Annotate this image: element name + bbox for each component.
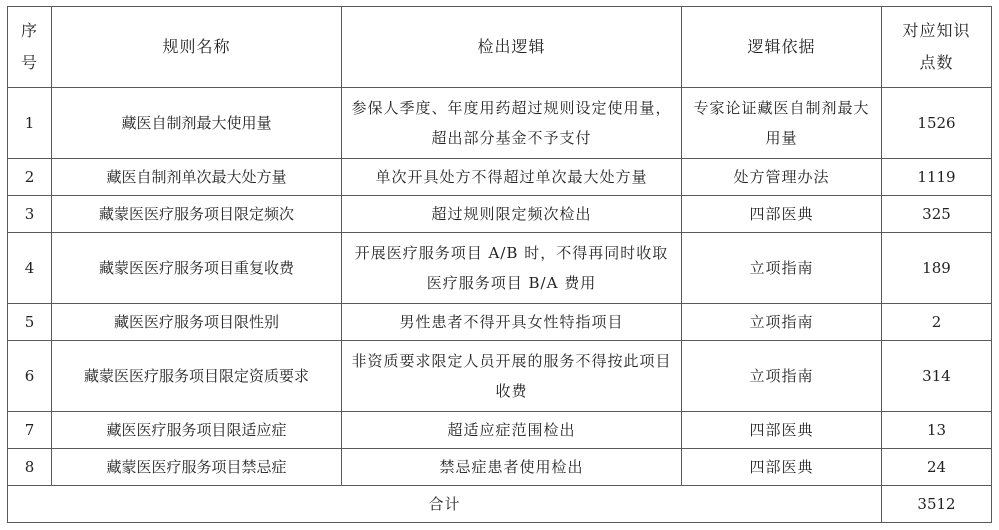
rule-name: 藏医医疗服务项目限性别 (52, 304, 342, 341)
rule-name: 藏医自制剂单次最大处方量 (52, 159, 342, 196)
row-number: 5 (8, 304, 52, 341)
rule-logic: 禁忌症患者使用检出 (342, 449, 682, 486)
knowledge-count: 1119 (882, 159, 992, 196)
table-row (8, 196, 992, 233)
header-seq-bottom: 号 (20, 53, 38, 72)
knowledge-count: 24 (882, 449, 992, 486)
header-count-top: 对应知识 (902, 21, 971, 40)
rule-name: 藏蒙医医疗服务项目限定频次 (52, 196, 342, 233)
rule-logic: 非资质要求限定人员开展的服务不得按此项目收费 (342, 341, 682, 412)
row-number: 3 (8, 196, 52, 233)
rule-basis: 立项指南 (682, 304, 882, 341)
rules-table (7, 6, 992, 523)
header-count (882, 7, 992, 88)
rule-name: 藏医自制剂最大使用量 (52, 88, 342, 159)
rule-basis: 四部医典 (682, 449, 882, 486)
header-row (8, 7, 992, 88)
rule-basis: 处方管理办法 (682, 159, 882, 196)
header-seq-top: 序 (20, 21, 38, 40)
rule-basis: 专家论证藏医自制剂最大用量 (682, 88, 882, 159)
table-row (8, 304, 992, 341)
rule-name: 藏医医疗服务项目限适应症 (52, 412, 342, 449)
knowledge-count: 1526 (882, 88, 992, 159)
total-label: 合计 (8, 486, 882, 523)
table-row (8, 449, 992, 486)
rule-logic: 男性患者不得开具女性特指项目 (342, 304, 682, 341)
total-row (8, 486, 992, 523)
header-count-bottom: 点数 (919, 53, 954, 72)
header-seq (8, 7, 52, 88)
rule-logic: 参保人季度、年度用药超过规则设定使用量，超出部分基金不予支付 (342, 88, 682, 159)
table-row (8, 88, 992, 159)
knowledge-count: 325 (882, 196, 992, 233)
rule-basis: 四部医典 (682, 196, 882, 233)
row-number: 2 (8, 159, 52, 196)
row-number: 6 (8, 341, 52, 412)
rule-logic: 开展医疗服务项目 A/B 时，不得再同时收取医疗服务项目 B/A 费用 (342, 233, 682, 304)
rule-basis: 四部医典 (682, 412, 882, 449)
table-row (8, 233, 992, 304)
knowledge-count: 314 (882, 341, 992, 412)
rule-name: 藏蒙医医疗服务项目重复收费 (52, 233, 342, 304)
row-number: 8 (8, 449, 52, 486)
row-number: 4 (8, 233, 52, 304)
rule-logic: 超适应症范围检出 (342, 412, 682, 449)
header-logic: 检出逻辑 (342, 7, 682, 88)
rule-name: 藏蒙医医疗服务项目限定资质要求 (52, 341, 342, 412)
knowledge-count: 13 (882, 412, 992, 449)
row-number: 1 (8, 88, 52, 159)
row-number: 7 (8, 412, 52, 449)
rule-basis: 立项指南 (682, 233, 882, 304)
rule-name: 藏蒙医医疗服务项目禁忌症 (52, 449, 342, 486)
rule-logic: 单次开具处方不得超过单次最大处方量 (342, 159, 682, 196)
total-count: 3512 (882, 486, 992, 523)
table-row (8, 159, 992, 196)
header-name: 规则名称 (52, 7, 342, 88)
table-row (8, 341, 992, 412)
knowledge-count: 189 (882, 233, 992, 304)
table-row (8, 412, 992, 449)
rule-logic: 超过规则限定频次检出 (342, 196, 682, 233)
knowledge-count: 2 (882, 304, 992, 341)
rule-basis: 立项指南 (682, 341, 882, 412)
header-basis: 逻辑依据 (682, 7, 882, 88)
